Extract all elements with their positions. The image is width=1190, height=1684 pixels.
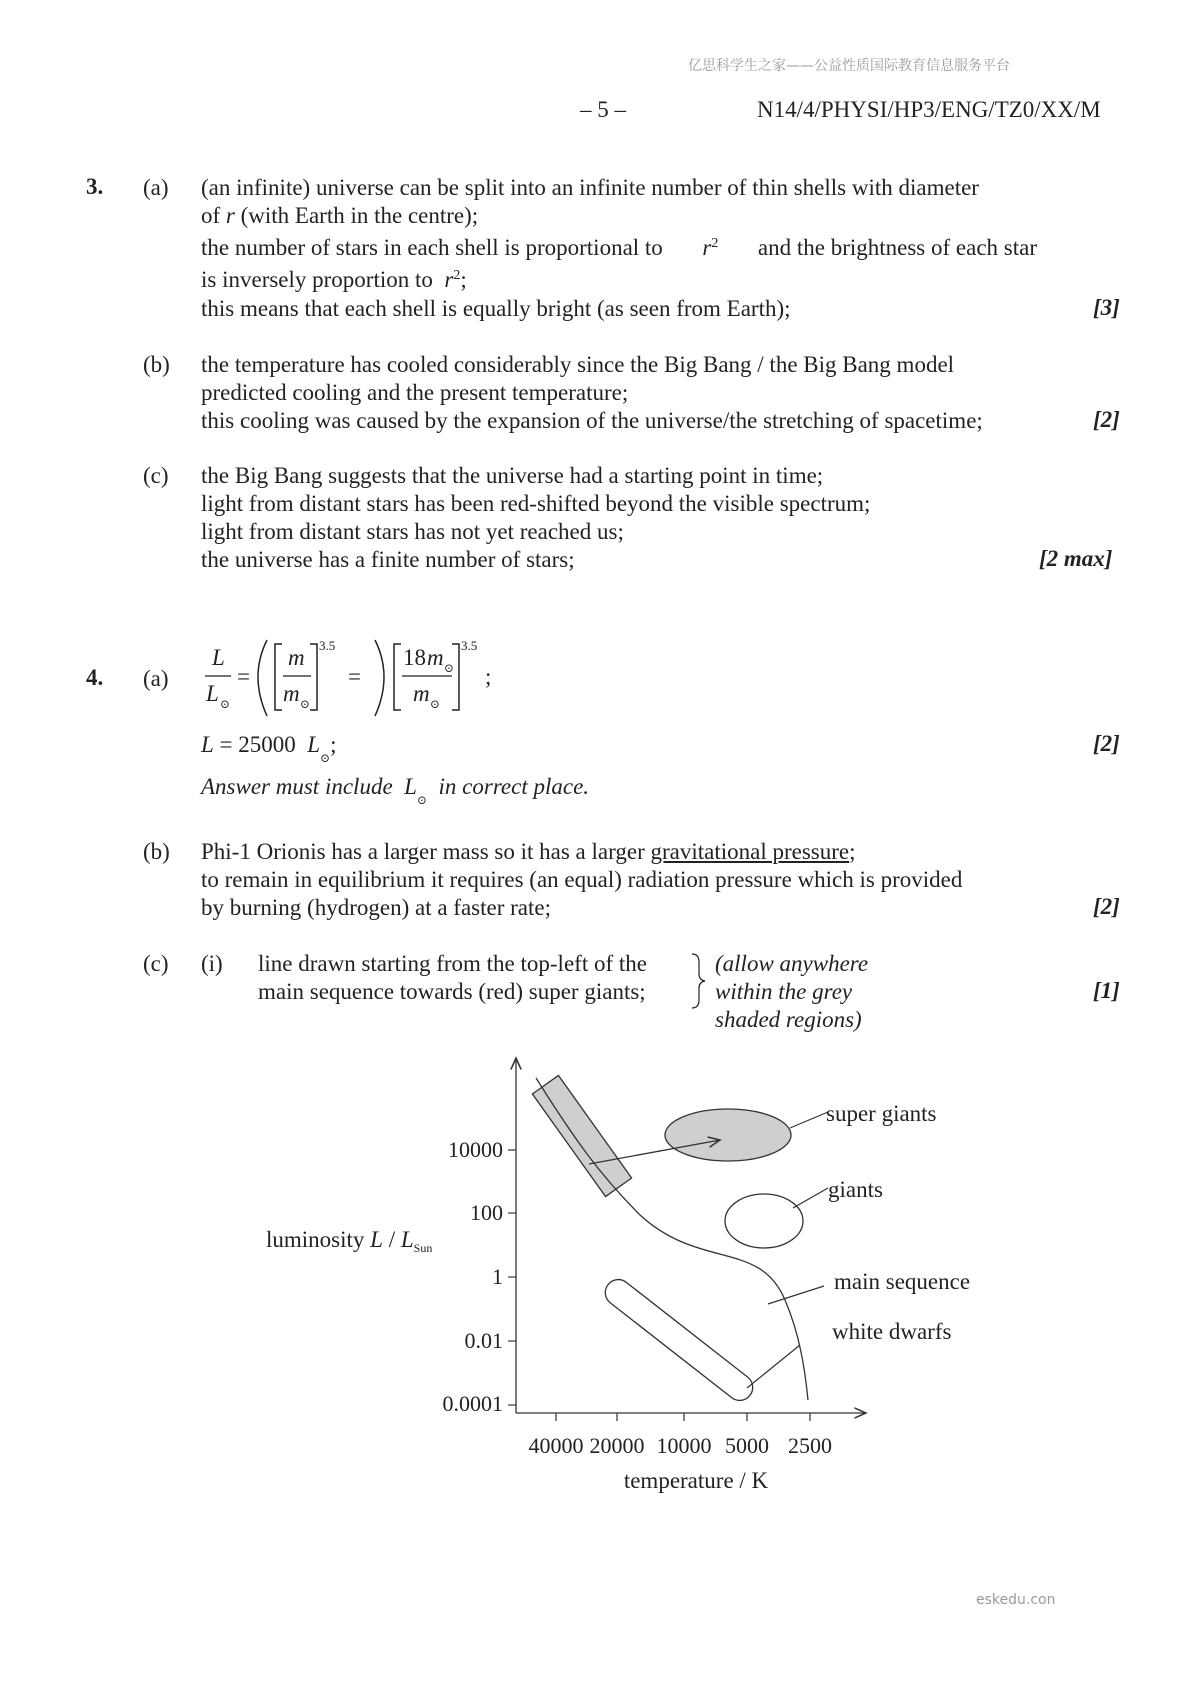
q4c-allow-line2: within the grey [715,979,853,1004]
super-giants-region [665,1109,791,1161]
y-tick-1: 1 [492,1264,503,1289]
q3b-line2: predicted cooling and the present temperature; [201,380,629,405]
eq-18: 18 [403,645,426,670]
q3b-line3: this cooling was caused by the expansion of the universe/the stretching of spacetime; [201,408,983,433]
q4a-label: (a) [143,666,169,691]
watermark-top: 亿思科学生之家——公益性质国际教育信息服务平台 [688,58,1010,74]
q3a-line4: is inversely proportion to $r^2$; [201,267,467,292]
y-tick-10000: 10000 [448,1137,503,1162]
q3c-line3: light from distant stars has not yet reached us; [201,519,624,544]
y-tick-100: 100 [470,1200,503,1225]
giants-pointer [793,1188,828,1208]
x-tick-10000: 10000 [656,1433,712,1458]
eq-exponent-2: 3.5 [461,638,478,653]
eq-L: L [212,645,225,670]
q4b-line1: Phi-1 Orionis has a larger mass so it has a larger gravitational pressure; [201,839,856,864]
white-dwarfs-label: white dwarfs [832,1319,952,1344]
q3c-line2: light from distant stars has been red-shifted beyond the visible spectrum; [201,491,871,516]
q3c-label: (c) [143,463,169,488]
white-dwarfs-region [600,1274,758,1405]
eq-sun-symbol: ⊙ [220,697,231,711]
q3a-line5: this means that each shell is equally bright (as seen from Earth); [201,296,791,321]
eq-m-sun: m [283,681,300,706]
q3a-line3: the number of stars in each shell is proportional to $r^2$ and the brightness of each star [201,235,1037,260]
x-tick-40000: 40000 [528,1433,584,1458]
q4a-note: Answer must include $L_⊙$ in correct place. [201,774,590,807]
white-dwarfs-pointer [747,1345,800,1388]
eq-sun-symbol-3: ⊙ [444,661,455,675]
giants-region [725,1194,803,1248]
y-axis-label: luminosity L / $L_{Sun}$ [266,1227,433,1255]
q4c-allow-line1: (allow anywhere [715,951,869,976]
q4c-label: (c) [143,951,169,976]
x-axis-label: temperature / K [623,1468,769,1493]
q4c-allow-line3: shaded regions) [715,1007,862,1032]
q4a-marks: [2] [1093,731,1120,756]
y-tick-0.01: 0.01 [464,1328,503,1353]
eq-m-bottom: m [413,681,430,706]
x-tick-5000: 5000 [725,1433,769,1458]
eq-L-sun: L [206,681,219,706]
page-number: – 5 – [580,97,626,122]
q3c-marks: [2 max] [1039,546,1113,571]
eq-exponent-1: 3.5 [319,638,336,653]
x-tick-20000: 20000 [589,1433,645,1458]
eq-equals-1: = [237,664,250,689]
eq-sun-symbol-2: ⊙ [300,697,311,711]
q3c-line1: the Big Bang suggests that the universe had a starting point in time; [201,463,824,488]
q4c-marks: [1] [1093,978,1120,1003]
question-3-number: 3. [86,174,104,199]
eq-semicolon: ; [485,664,492,689]
q4b-label: (b) [143,839,170,864]
super-giants-pointer [790,1112,828,1128]
q3b-marks: [2] [1093,407,1120,432]
q4a-result: L = 25000 $L_⊙$; [201,732,337,765]
watermark-bottom: eskedu.con [976,1592,1056,1608]
q4c-sublabel: (i) [201,951,223,976]
main-sequence-shaded-band [532,1075,631,1196]
q3a-label: (a) [143,175,169,200]
main-sequence-label: main sequence [834,1269,971,1294]
paper-code: N14/4/PHYSI/HP3/ENG/TZ0/XX/M [757,97,1101,122]
q3c-line4: the universe has a finite number of stars; [201,547,575,572]
main-sequence-pointer [768,1286,824,1304]
q3a-line1: (an infinite) universe can be split into an infinite number of thin shells with diameter [201,175,979,200]
q3b-label: (b) [143,352,170,377]
question-4-number: 4. [86,665,104,690]
giants-label: giants [828,1177,883,1202]
eq-equals-2: = [348,664,361,689]
eq-sun-symbol-4: ⊙ [430,697,441,711]
eq-m-top: m [427,645,444,670]
q4c-line2: main sequence towards (red) super giants; [258,979,646,1004]
q3a-line2: of r (with Earth in the centre); [201,203,479,228]
q4b-marks: [2] [1093,894,1120,919]
q4b-line2: to remain in equilibrium it requires (an equal) radiation pressure which is provided [201,867,963,892]
super-giants-label: super giants [826,1101,937,1126]
y-tick-0.0001: 0.0001 [442,1391,503,1416]
eq-m: m [288,645,305,670]
q3a-marks: [3] [1093,295,1120,320]
q4c-line1: line drawn starting from the top-left of the [258,951,647,976]
q4b-line3: by burning (hydrogen) at a faster rate; [201,895,551,920]
x-tick-2500: 2500 [788,1433,832,1458]
q3b-line1: the temperature has cooled considerably since the Big Bang / the Big Bang model [201,352,955,377]
